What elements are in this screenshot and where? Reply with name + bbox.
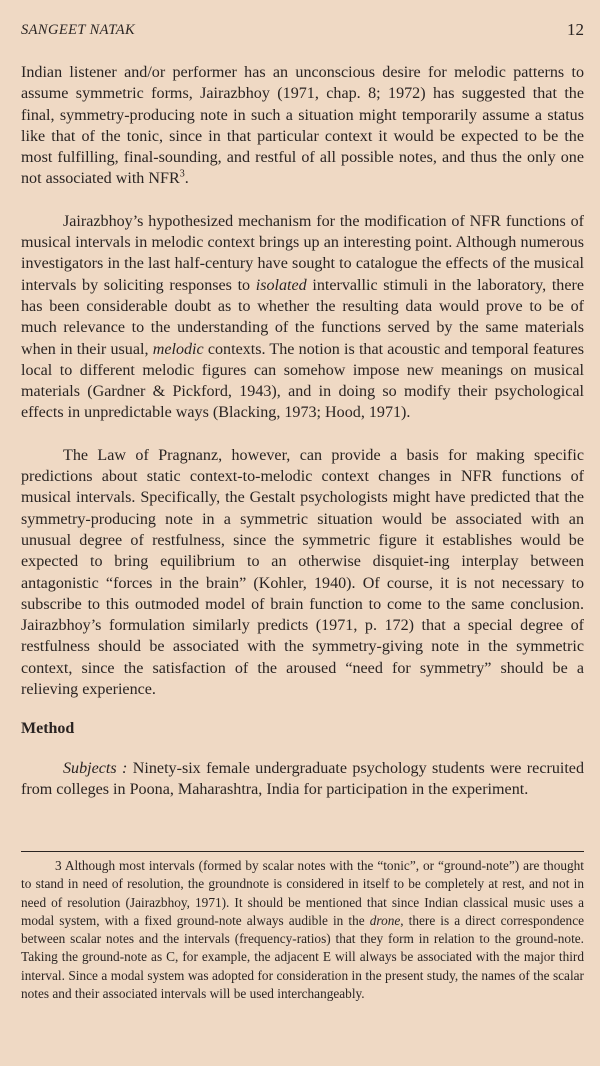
paragraph-2-part-3: contexts. The notion is that acoustic and temporal features local to different melodic figures can somehow impose new meanings on musical materials (Gardner & Pickford, 1943), and in doing so modify their psychological effects in unpredictable ways (Blacking, 1973; Hood, 1971). bbox=[21, 340, 584, 422]
paragraph-jairazbhoy-mechanism bbox=[21, 211, 584, 424]
paragraph-subjects bbox=[21, 758, 584, 801]
paragraph-2-part-2: intervallic stimuli in the laboratory, there has been considerable doubt as to whether the resulting data would prove to be of much relevance to the understanding of the functions served by the same materials when in their usual, bbox=[21, 276, 585, 358]
footnote-part-1: 3 Although most intervals (formed by scalar notes with the “tonic”, or “ground-note”) are thought to stand in need of resolution, the groundnote is considered in itself to be completely at rest, and not in need of resolution (Jairazbhoy, 1971). It should be mentioned that since Indian classical music uses a modal system, with a fixed ground-note always audible in the bbox=[21, 858, 584, 928]
footnote-3 bbox=[21, 857, 584, 1003]
paragraph-law-of-pragnanz: The Law of Pragnanz, however, can provide a basis for making specific predictions about static context-to-melodic context changes in NFR functions of musical intervals. Specifically, the Gestalt psychologists might have predicted that the symmetry-producing note in a symmetric situation would be associated with an unusual degree of restfulness, since the symmetric figure it establishes would be expected to bring equilibrium to an otherwise disquiet-ing interplay between antagonistic “forces in the brain” (Kohler, 1940). Of course, it is not necessary to subscribe to this outmoded model of brain function to come to the same conclusion. Jairazbhoy’s formulation similarly predicts (1971, p. 172) that a special degree of restfulness should be associated with the symmetry-giving note in the symmetric context, since the satisfaction of the aroused “need for symmetry” should be a relieving experience. bbox=[21, 446, 584, 699]
journal-name: SANGEET NATAK bbox=[21, 22, 136, 38]
paragraph-2-part-1: Jairazbhoy’s hypothesized mechanism for the modification of NFR functions of musical intervals in melodic context brings up an interesting point. Although numerous investigators in the last half-century have sought to catalogue the effects of the musical intervals by soliciting responses to bbox=[21, 212, 584, 294]
emphasis-melodic: melodic bbox=[152, 340, 204, 358]
subjects-label: Subjects : bbox=[63, 759, 128, 777]
paragraph-1-end: . bbox=[184, 170, 189, 188]
article-body bbox=[21, 62, 584, 800]
section-heading-method: Method bbox=[21, 720, 75, 738]
footnote-divider bbox=[21, 851, 584, 852]
footnote-part-2: , there is a direct correspondence between scalar notes and the intervals (frequency-ratios) that they form in relation to the ground-note. Taking the ground-note as C, for example, the adjacent E will always be associated with the major third interval. Since a modal system was adopted for consideration in the present study, the names of the scalar notes and their associated intervals will be used interchangeably. bbox=[21, 912, 584, 1002]
paragraph-1-text: Indian listener and/or performer has an unconscious desire for melodic patterns to assume symmetric forms, Jairazbhoy (1971, chap. 8; 1972) has suggested that the final, symmetry-producing note in such a situation might temporarily assume a status like that of the tonic, since in that particular context it would be expected to be the most fulfilling, final-sounding, and restful of all possible notes, and thus the only one not associated with NFR bbox=[21, 64, 584, 188]
emphasis-drone: drone bbox=[369, 912, 401, 928]
subjects-text: Ninety-six female undergraduate psychology students were recruited from colleges in Poona, Maharashtra, India for participation in the experiment. bbox=[21, 759, 584, 798]
running-head bbox=[21, 22, 584, 42]
page-number: 12 bbox=[567, 20, 584, 39]
paragraph-continued bbox=[21, 62, 584, 190]
emphasis-isolated: isolated bbox=[255, 276, 307, 294]
footnote-marker: 3 bbox=[179, 169, 185, 181]
